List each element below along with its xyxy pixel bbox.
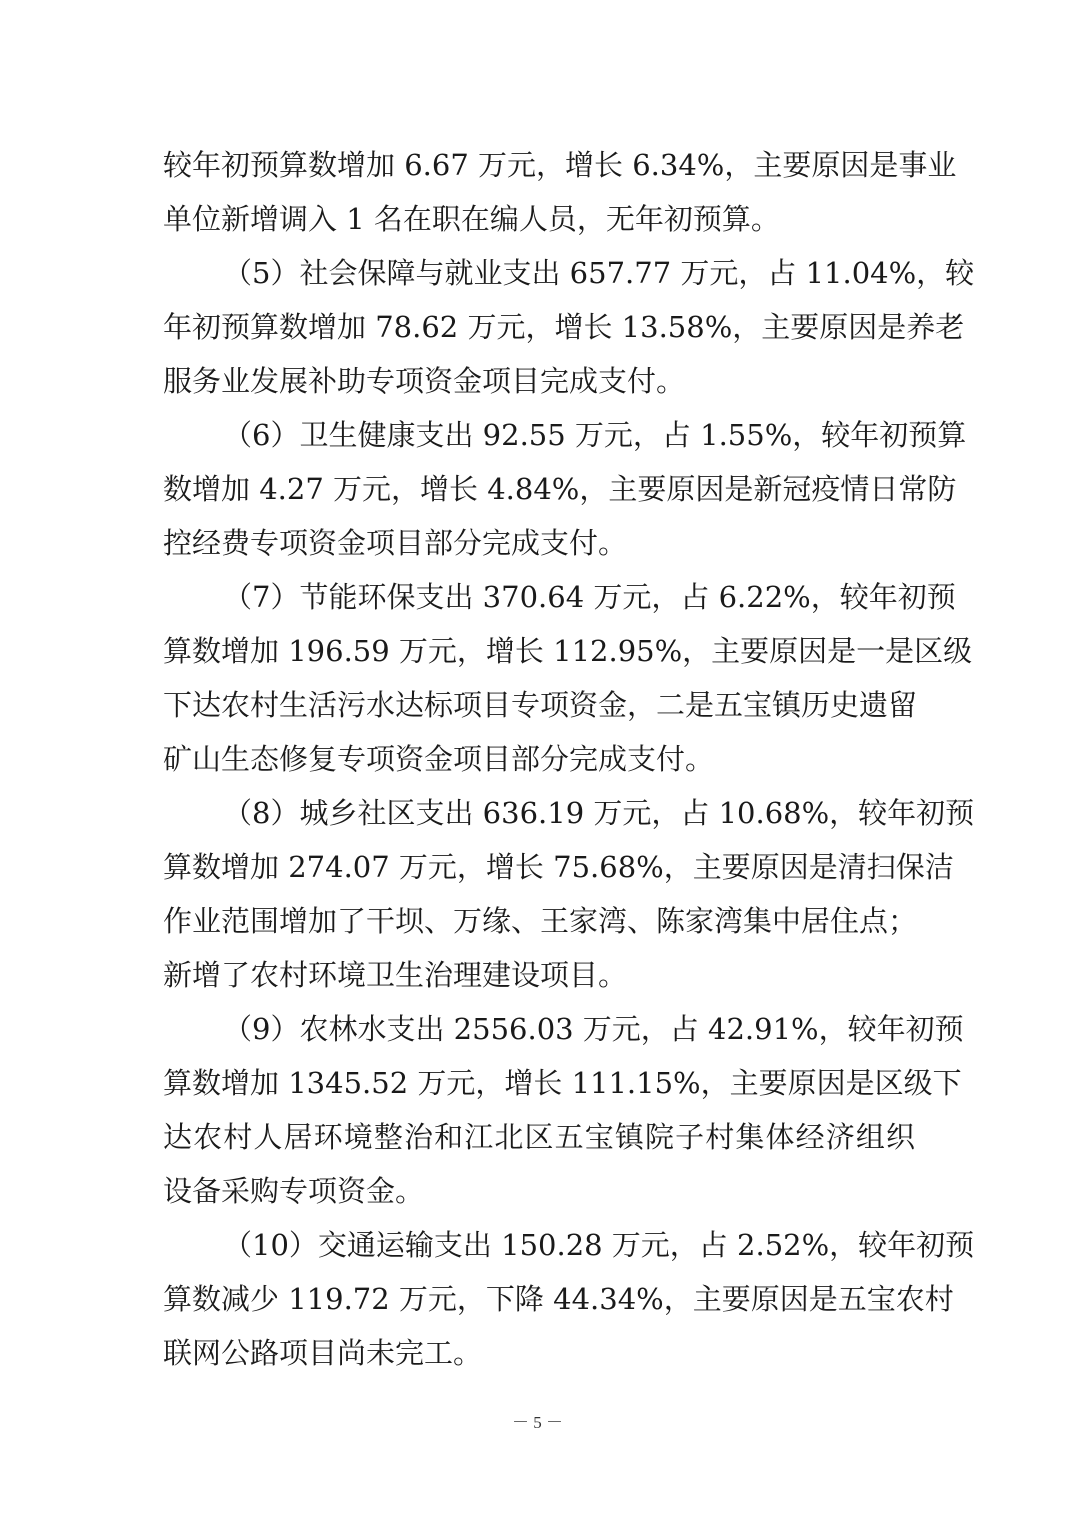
text-line: 下达农村生活污水达标项目专项资金，二是五宝镇历史遗留 (163, 688, 918, 722)
text-line: 设备采购专项资金。 (163, 1174, 425, 1208)
text-line: 新增了农村环境卫生治理建设项目。 (163, 958, 628, 992)
text-line: （6）卫生健康支出 92.55 万元，占 1.55%，较年初预算 (223, 418, 967, 452)
text-line: 年初预算数增加 78.62 万元，增长 13.58%，主要原因是养老 (163, 310, 965, 344)
text-line: 联网公路项目尚未完工。 (163, 1336, 483, 1370)
text-line: 较年初预算数增加 6.67 万元，增长 6.34%，主要原因是事业 (163, 148, 957, 182)
text-line: 算数减少 119.72 万元，下降 44.34%，主要原因是五宝农村 (163, 1282, 954, 1316)
text-line: 作业范围增加了干坝、万缘、王家湾、陈家湾集中居住点； (163, 904, 918, 938)
body-text (163, 138, 975, 1380)
text-line: （9）农林水支出 2556.03 万元，占 42.91%，较年初预 (223, 1012, 964, 1046)
text-line: 算数增加 1345.52 万元，增长 111.15%，主要原因是区级下 (163, 1066, 962, 1100)
text-line: （7）节能环保支出 370.64 万元，占 6.22%，较年初预 (223, 580, 956, 614)
text-line: 服务业发展补助专项资金项目完成支付。 (163, 364, 686, 398)
text-line: 算数增加 196.59 万元，增长 112.95%，主要原因是一是区级 (163, 634, 973, 668)
text-line: 单位新增调入 1 名在职在编人员，无年初预算。 (163, 202, 780, 236)
text-line: （10）交通运输支出 150.28 万元，占 2.52%，较年初预 (223, 1228, 975, 1262)
text-line: （8）城乡社区支出 636.19 万元，占 10.68%，较年初预 (223, 796, 975, 830)
text-line: 控经费专项资金项目部分完成支付。 (163, 526, 628, 560)
page-number: － 5 － (512, 1413, 563, 1432)
text-line: 达农村人居环境整治和江北区五宝镇院子村集体经济组织 (163, 1120, 915, 1154)
text-line: 矿山生态修复专项资金项目部分完成支付。 (163, 742, 715, 776)
text-line: 算数增加 274.07 万元，增长 75.68%，主要原因是清扫保洁 (163, 850, 954, 884)
text-line: （5）社会保障与就业支出 657.77 万元，占 11.04%，较 (223, 256, 975, 290)
text-line: 数增加 4.27 万元，增长 4.84%，主要原因是新冠疫情日常防 (163, 472, 957, 506)
